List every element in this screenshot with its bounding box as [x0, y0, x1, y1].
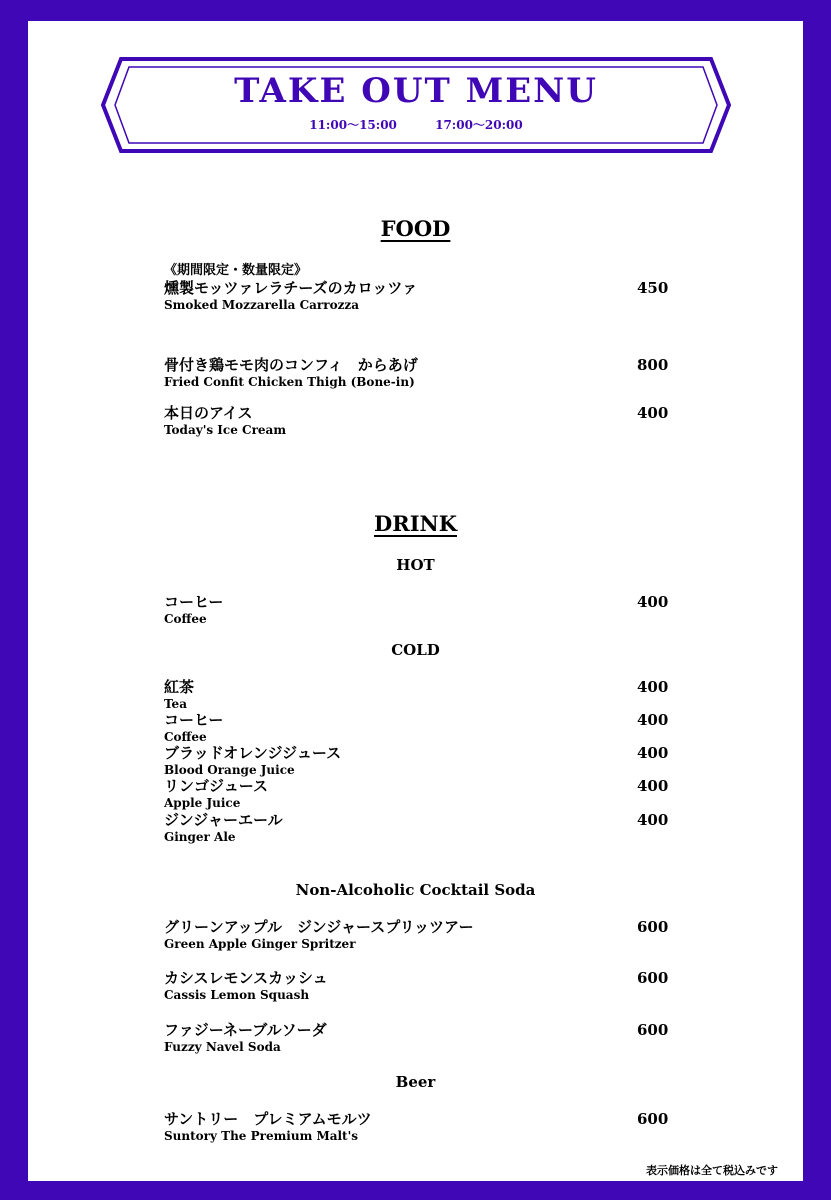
item-name-jp: リンゴジュース [164, 777, 268, 795]
item-name-en: Blood Orange Juice [164, 763, 295, 777]
business-hours [101, 116, 731, 133]
limited-note: 《期間限定・数量限定》 [164, 263, 308, 278]
item-name-en: Fried Confit Chicken Thigh (Bone-in) [164, 375, 415, 389]
item-price: 400 [637, 593, 669, 611]
item-price: 600 [637, 969, 669, 987]
hot-item-coffee [164, 593, 674, 627]
item-name-jp: サントリー プレミアムモルツ [164, 1110, 372, 1128]
item-name-jp: グリーンアップル ジンジャースプリッツアー [164, 918, 474, 936]
item-name-jp: カシスレモンスカッシュ [164, 969, 328, 987]
cold-item-coffee [164, 711, 674, 745]
cold-item-tea [164, 678, 674, 712]
item-price: 600 [637, 918, 669, 936]
item-name-en: Smoked Mozzarella Carrozza [164, 298, 359, 312]
tax-note: 表示価格は全て税込みです [646, 1164, 778, 1177]
cold-item-blood-orange [164, 744, 674, 778]
item-name-jp: コーヒー [164, 711, 224, 729]
item-name-en: Cassis Lemon Squash [164, 988, 310, 1002]
hot-subheading: HOT [396, 556, 435, 574]
mocktail-item-green-apple [164, 918, 674, 952]
cold-item-ginger-ale [164, 811, 674, 845]
item-name-en: Tea [164, 697, 187, 711]
item-name-en: Fuzzy Navel Soda [164, 1040, 281, 1054]
item-name-en: Coffee [164, 730, 207, 744]
item-name-en: Coffee [164, 612, 207, 626]
cold-item-apple-juice [164, 777, 674, 811]
item-price: 400 [637, 404, 669, 422]
food-section-title: FOOD [380, 216, 451, 241]
item-name-en: Green Apple Ginger Spritzer [164, 937, 356, 951]
item-name-jp: 燻製モッツァレラチーズのカロッツァ [164, 279, 418, 297]
mocktail-item-cassis [164, 969, 674, 1003]
drink-section-title: DRINK [374, 511, 457, 536]
item-name-jp: ブラッドオレンジジュース [164, 744, 342, 762]
dinner-hours: 17:00〜20:00 [435, 118, 523, 132]
item-price: 400 [637, 777, 669, 795]
item-name-en: Ginger Ale [164, 830, 236, 844]
item-name-jp: ジンジャーエール [164, 811, 283, 829]
item-price: 600 [637, 1110, 669, 1128]
item-price: 400 [637, 811, 669, 829]
cold-subheading: COLD [391, 641, 440, 659]
menu-title: TAKE OUT MENU [234, 71, 598, 111]
item-name-jp: 本日のアイス [164, 404, 253, 422]
item-price: 800 [637, 356, 669, 374]
item-price: 400 [637, 678, 669, 696]
item-name-en: Suntory The Premium Malt's [164, 1129, 359, 1143]
lunch-hours: 11:00〜15:00 [309, 118, 397, 132]
item-name-jp: コーヒー [164, 593, 224, 611]
item-name-jp: ファジーネーブルソーダ [164, 1021, 327, 1039]
food-item-ice-cream [164, 404, 674, 438]
beer-item-premium-malts [164, 1110, 674, 1144]
mocktail-subheading: Non-Alcoholic Cocktail Soda [295, 881, 536, 899]
item-price: 400 [637, 711, 669, 729]
item-name-en: Apple Juice [164, 796, 241, 810]
item-name-jp: 骨付き鶏モモ肉のコンフィ からあげ [164, 356, 418, 374]
beer-subheading: Beer [395, 1073, 436, 1091]
food-item-carrozza [164, 262, 674, 313]
item-price: 600 [637, 1021, 669, 1039]
item-price: 400 [637, 744, 669, 762]
header-banner [101, 57, 731, 153]
food-item-chicken [164, 356, 674, 390]
mocktail-item-fuzzy-navel [164, 1021, 674, 1055]
item-name-jp: 紅茶 [164, 678, 195, 696]
item-price: 450 [637, 279, 669, 297]
item-name-en: Today's Ice Cream [164, 423, 287, 437]
